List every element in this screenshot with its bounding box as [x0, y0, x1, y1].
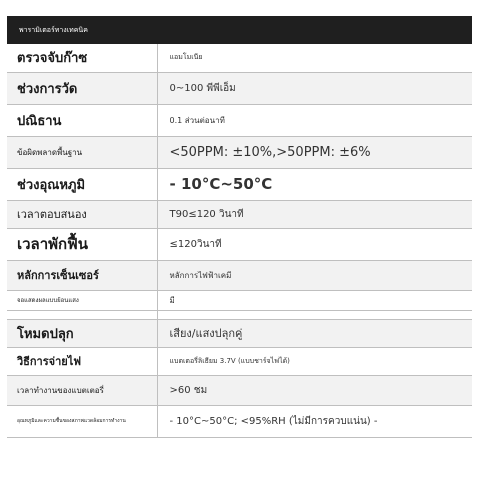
table-row: [7, 72, 472, 104]
row-label-gas: ตรวจจับก๊าซ: [7, 44, 157, 72]
row-label-power-supply: วิธีการจ่ายไฟ: [7, 347, 157, 375]
row-value-sensor-principle: หลักการไฟฟ้าเคมี: [157, 260, 472, 290]
table-row: [7, 168, 472, 200]
table-header-bar: [7, 16, 472, 44]
row-value-basic-error: <50PPM: ±10%,>50PPM: ±6%: [157, 136, 472, 168]
table-title: พารามิเตอร์ทางเทคนิค: [19, 25, 88, 34]
row-label-resolution: ปณิธาน: [7, 104, 157, 136]
row-value-battery-life: >60 ชม: [157, 375, 472, 405]
row-label-temp-range: ช่วงอุณหภูมิ: [7, 168, 157, 200]
spec-table: [7, 44, 472, 438]
table-row: [7, 347, 472, 375]
row-value-alarm-mode: เสียง/แสงปลุกคู่: [157, 319, 472, 347]
row-label-range: ช่วงการวัด: [7, 72, 157, 104]
table-row: [7, 200, 472, 228]
row-value-operating-environment: - 10°C~50°C; <95%RH (ไม่มีการควบแน่น) -: [157, 405, 472, 437]
table-row: [7, 319, 472, 347]
table-row: [7, 44, 472, 72]
table-row: [7, 228, 472, 260]
row-value-response-time: T90≤120 วินาที: [157, 200, 472, 228]
table-row: [7, 290, 472, 310]
row-label-battery-life: เวลาทำงานของแบตเตอรี่: [7, 375, 157, 405]
table-row: [7, 136, 472, 168]
row-label-recovery-time: เวลาพักฟื้น: [7, 228, 157, 260]
row-label-alarm-mode: โหมดปลุก: [7, 319, 157, 347]
row-value-resolution: 0.1 ส่วนต่อนาที: [157, 104, 472, 136]
table-row: [7, 260, 472, 290]
row-value-backlight: มี: [157, 290, 472, 310]
row-value-power-supply: แบตเตอรี่ลิเธียม 3.7V (แบบชาร์จไฟได้): [157, 347, 472, 375]
row-label-backlight: จอแสดงผลแบบย้อนแสง: [7, 290, 157, 310]
table-row: [7, 104, 472, 136]
row-value-gas: แอมโมเนีย: [157, 44, 472, 72]
row-value-temp-range: - 10°C~50°C: [157, 168, 472, 200]
row-value-recovery-time: ≤120วินาที: [157, 228, 472, 260]
row-label-operating-environment: อุณหภูมิและความชื้นของสภาพแวดล้อมการทำงาน: [7, 405, 157, 437]
table-row: [7, 405, 472, 437]
row-label-basic-error: ข้อผิดพลาดพื้นฐาน: [7, 136, 157, 168]
row-label-sensor-principle: หลักการเซ็นเซอร์: [7, 260, 157, 290]
table-row-cut-off: [7, 310, 472, 319]
row-label-response-time: เวลาตอบสนอง: [7, 200, 157, 228]
table-row: [7, 375, 472, 405]
row-value-range: 0~100 พีพีเอ็ม: [157, 72, 472, 104]
